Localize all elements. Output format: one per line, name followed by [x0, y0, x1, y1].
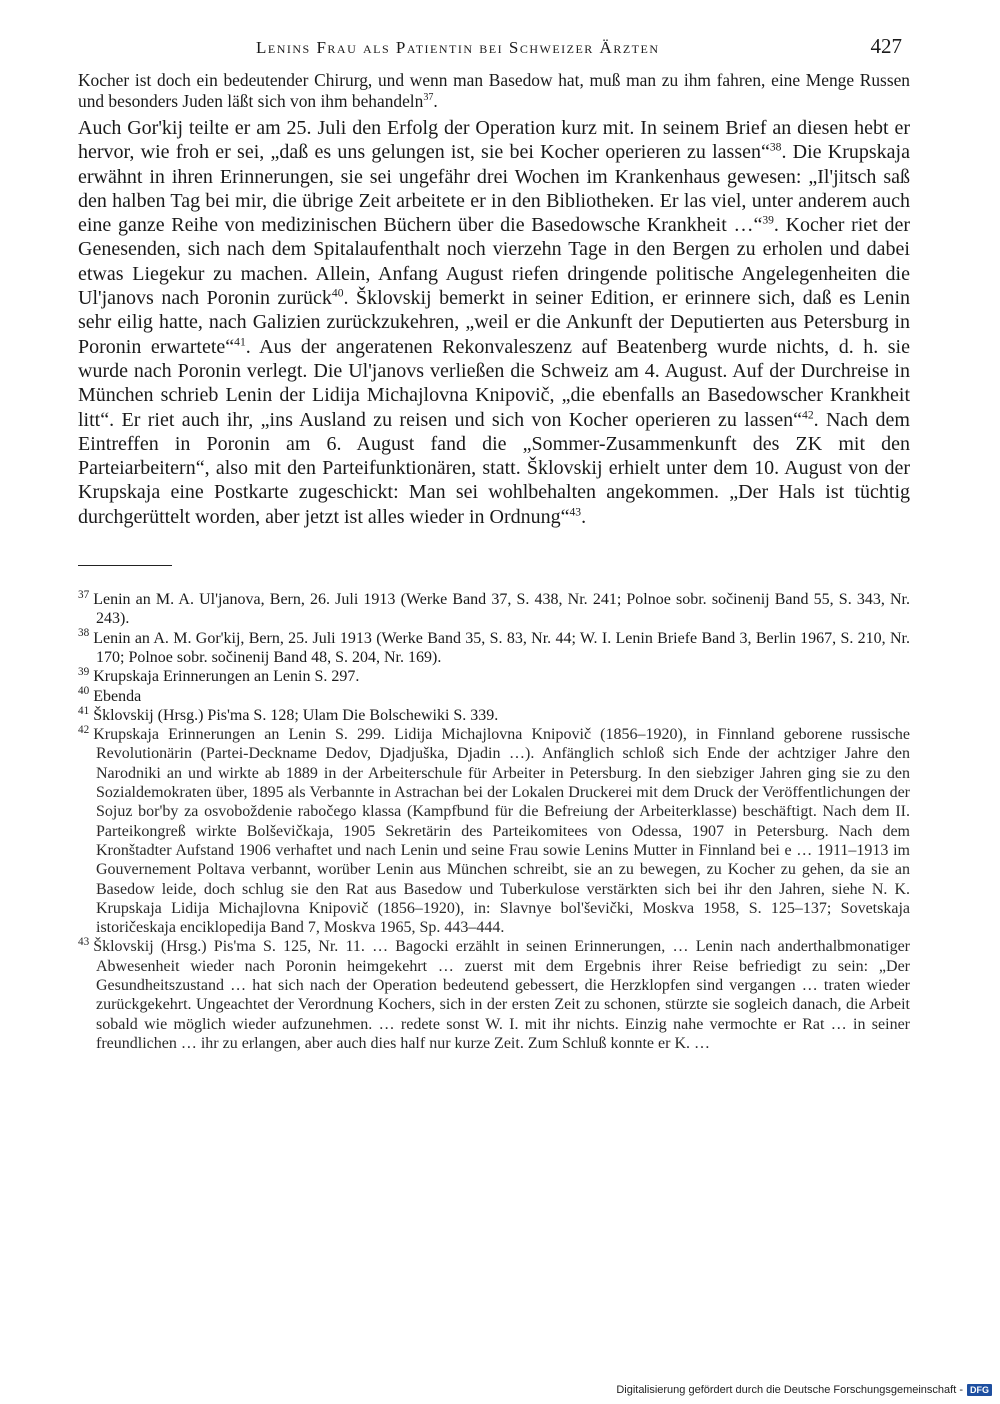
- footnote-ref-42: 42: [802, 407, 814, 421]
- footnote-text: Lenin an M. A. Ul'janova, Bern, 26. Juli 1913 (Werke Band 37, S. 438, Nr. 241; Polnoe sobr. sočinenij Band 55, S. 343, Nr. 243).: [93, 591, 910, 628]
- main-text: [78, 70, 910, 529]
- running-title: Lenins Frau als Patientin bei Schweizer Ärzten: [256, 38, 660, 57]
- footnote-number: 38: [78, 627, 90, 640]
- paragraph-segment-4: . Šklovskij bemerkt in seiner Edition, er erinnere sich, daß es Lenin sehr eilig hatte, nach Galizien zurückzukehren, „weil er die Ankunft der Deputierten aus Petersburg in Poronin erwartete“: [78, 287, 911, 358]
- paragraph-segment-6: . Nach dem Eintreffen in Poronin am 6. August fand die „Sommer-Zusammenkunft des ZK mit den Parteiarbeitern“, also mit den Parteifunktionären, statt. Šklovskij erhielt unter dem 10. August von der Krupskaja eine Postkarte zugeschickt: Man sei wohlbehalten angekommen. „Der Hals ist tüchtig durchgerüttelt worden, aber jetzt ist alles wieder in Ordnung“: [78, 408, 910, 528]
- paragraph-segment-3: . Kocher riet der Genesenden, sich nach dem Spitalaufenthalt noch vierzehn Tage in den Bergen zu erholen und dabei etwas Liegekur zu machen. Allein, Anfang August riefen dringende politische Angelegenheiten die Ul'janovs nach Poronin zurück: [78, 214, 911, 310]
- footnote-ref-39: 39: [762, 213, 774, 227]
- footnote-separator: [78, 565, 172, 566]
- footnote-text: Ebenda: [93, 687, 142, 705]
- footnote-ref-41: 41: [234, 335, 246, 349]
- footnote-number: 43: [78, 936, 90, 949]
- footnote-number: 41: [78, 704, 90, 717]
- footnote-number: 42: [78, 723, 90, 736]
- footnote-39: [78, 667, 910, 686]
- paragraph-segment-5: . Aus der angeratenen Rekonvaleszenz auf Beatenberg wurde nichts, d. h. sie wurde nach Poronin verlegt. Die Ul'janovs verließen die Schweiz am 4. August. Auf der Durchreise in München schrieb Lenin der Lidija Michajlovna Knipovič, „die ebenfalls an Basedowscher Krankheit litt“. Er riet auch ihr, „ins Ausland zu reisen und sich von Kocher operieren zu lassen“: [78, 335, 910, 431]
- footnote-43: [78, 937, 910, 1053]
- footnote-42: [78, 725, 910, 937]
- credit-text: Digitalisierung gefördert durch die Deutsche Forschungsgemeinschaft -: [616, 1384, 963, 1396]
- book-page: [78, 30, 910, 1370]
- footnote-number: 39: [78, 665, 90, 678]
- main-paragraph: Auch Gor'kij teilte er am 25. Juli den Erfolg der Operation kurz mit. In seinem Brief an diesen hebt er hervor, wie froh er sei, „daß es uns gelungen ist, sie bei Kocher operieren zu lassen“$^{38}$. Die Krupskaja erwähnt in ihren Erinnerungen, sie sei ungefähr drei Wochen im Krankenhaus gewesen: „Il'jitsch saß den halben Tag bei mir, die übrige Zeit arbeitete er in den Bibliotheken. Er las viel, unter anderem auch eine ganze Reihe von medizinischen Büchern über die Basedowsche Krankheit …“$^{39}$. Kocher riet der Genesenden, sich nach dem Spitalaufenthalt noch vierzehn Tage in den Bergen zu erholen und dabei etwas Liegekur zu machen. Allein, Anfang August riefen dringende politische Angelegenheiten die Ul'janovs nach Poronin zurück$^{40}$. Šklovskij bemerkt in seiner Edition, er erinnere sich, daß es Lenin sehr eilig hatte, nach Galizien zurückzukehren, „weil er die Ankunft der Deputierten aus Petersburg in Poronin erwartete“$^{41}$. Aus der angeratenen Rekonvaleszenz auf Beatenberg wurde nichts, d. h. sie wurde nach Poronin verlegt. Die Ul'janovs verließen die Schweiz am 4. August. Auf der Durchreise in München schrieb Lenin der Lidija Michajlovna Knipovič, „die ebenfalls an Basedowscher Krankheit litt“. Er riet auch ihr, „ins Ausland zu reisen und sich von Kocher operieren zu lassen“$^{42}$. Nach dem Eintreffen in Poronin am 6. August fand die „Sommer-Zusammenkunft des ZK mit den Parteiarbeitern“, also mit den Parteifunktionären, statt. Šklovskij erhielt unter dem 10. August von der Krupskaja eine Postkarte zugeschickt: Man sei wohlbehalten angekommen. „Der Hals ist tüchtig durchgerüttelt worden, aber jetzt ist alles wieder in Ordnung“$^{43}$.: [78, 117, 911, 528]
- footnote-ref-37: 37: [423, 92, 434, 104]
- footnote-ref-43: 43: [569, 505, 582, 519]
- page-number: 427: [870, 34, 902, 58]
- footnote-38: [78, 629, 910, 668]
- footnote-number: 37: [78, 588, 90, 601]
- running-header: [78, 30, 910, 64]
- digitization-credit: [616, 1384, 992, 1396]
- footnote-text: Krupskaja Erinnerungen an Lenin S. 299. Lidija Michajlovna Knipovič (1856–1920), in Finnland geborene russische Revolutionärin (Partei-Deckname Dedov, Djadjuška, Djadin …). Anfänglich schloß sich Ende der achtziger Jahre den Narodniki an und wirkte ab 1889 in der Arbeiterschule für Arbeiter in Petersburg. In den siebziger Jahren ging sie zu den Sozialdemokraten über, 1895 als Verbannte in Astrachan bei der Lokalen Druckerei mit dem Druck der Veröffentlichungen der Sojuz bor'by za osvoboždenie rabočego klassa (Kampfbund für die Befreiung der Arbeiterklasse) beschäftigt. Nach dem II. Parteikongreß wirkte Bolševičkaja, 1905 Sekretärin des Parteikomitees von Odessa, 1907 in Petersburg. Nach dem Kronštadter Aufstand 1906 verhaftet und nach Lenin und seine Frau sowie Lenins Mutter in Finnland bei e … 1911–1913 im Gouvernement Poltava verbannt, worüber Lenin aus München schreibt, sie an zu bewegen, zu Kocher zu gehen, da sie an Basedow leide, doch schlug sie den Rat aus Basedow und Tuberkulose verstärkten sich bei ihr den Jahren, siehe N. K. Krupskaja Lidija Michajlovna Knipovič (1856–1920), in: Slavnye bol'ševički, Moskva 1958, S. 125–137; Sovetskaja istoričeskaja enciklopedija Band 7, Moskva 1965, Sp. 443–444.: [93, 726, 910, 937]
- dfg-logo-icon: DFG: [967, 1384, 992, 1396]
- footnote-text: Krupskaja Erinnerungen an Lenin S. 297.: [93, 668, 360, 686]
- footnote-text: Lenin an A. M. Gor'kij, Bern, 25. Juli 1913 (Werke Band 35, S. 83, Nr. 44; W. I. Lenin Briefe Band 3, Berlin 1967, S. 210, Nr. 170; Polnoe sobr. sočinenij Band 48, S. 204, Nr. 169).: [93, 629, 910, 666]
- footnote-ref-40: 40: [331, 286, 344, 300]
- opening-quote-text: Kocher ist doch ein bedeutender Chirurg, und wenn man Basedow hat, muß man zu ihm fahren, eine Menge Russen und besonders Juden läßt sich von ihm behandeln: [78, 70, 910, 111]
- footnote-37: [78, 590, 910, 629]
- footnote-text: Šklovskij (Hrsg.) Pis'ma S. 125, Nr. 11. … Bagocki erzählt in seinen Erinnerungen, … Lenin nach anderthalbmonatiger Abwesenheit wieder nach Poronin heimgekehrt … zuerst mit dem Ergebnis ihrer Reise befriedigt zu sein: „Der Gesundheitszustand … hat sich nach der Operation bedeutend gebessert, die Herzklopfen sind vergangen … traten wieder zurückgekehrt. Ungeachtet der Verordnung Kochers, sich in der ersten Zeit zu schonen, stürzte sie sogleich danach, die Arbeit sobald wie möglich wieder aufzunehmen. … redete sonst W. I. mit ihr nichts. Einzig nahe vermochte er Rat … in seiner freundlichen … ihr zu erlangen, aber auch dies half nur kurze Zeit. Zum Schluß konnte er K. …: [93, 938, 910, 1052]
- paragraph-segment-2: . Die Krupskaja erwähnt in ihren Erinnerungen, sie sei ungefähr drei Wochen im Krankenhaus gewesen: „Il'jitsch saß den halben Tag bei mir, die übrige Zeit arbeitete er in den Bibliotheken. Er las viel, unter anderem auch eine ganze Reihe von medizinischen Büchern über die Basedowsche Krankheit …“: [78, 141, 910, 237]
- footnote-text: Šklovskij (Hrsg.) Pis'ma S. 128; Ulam Die Bolschewiki S. 339.: [93, 706, 499, 724]
- paragraph-segment-1: Auch Gor'kij teilte er am 25. Juli den Erfolg der Operation kurz mit. In seinem Brief an diesen hebt er hervor, wie froh er sei, „daß es uns gelungen ist, sie bei Kocher operieren zu lassen“: [78, 117, 910, 164]
- opening-quote: Kocher ist doch ein bedeutender Chirurg, und wenn man Basedow hat, muß man zu ihm fahren, eine Menge Russen und besonders Juden läßt sich von ihm behandeln$^{37}$.: [78, 70, 910, 111]
- footnote-40: [78, 687, 910, 706]
- footnotes: [78, 590, 910, 1053]
- footnote-ref-38: 38: [769, 140, 782, 154]
- footnote-41: [78, 706, 910, 725]
- footnote-number: 40: [78, 685, 90, 698]
